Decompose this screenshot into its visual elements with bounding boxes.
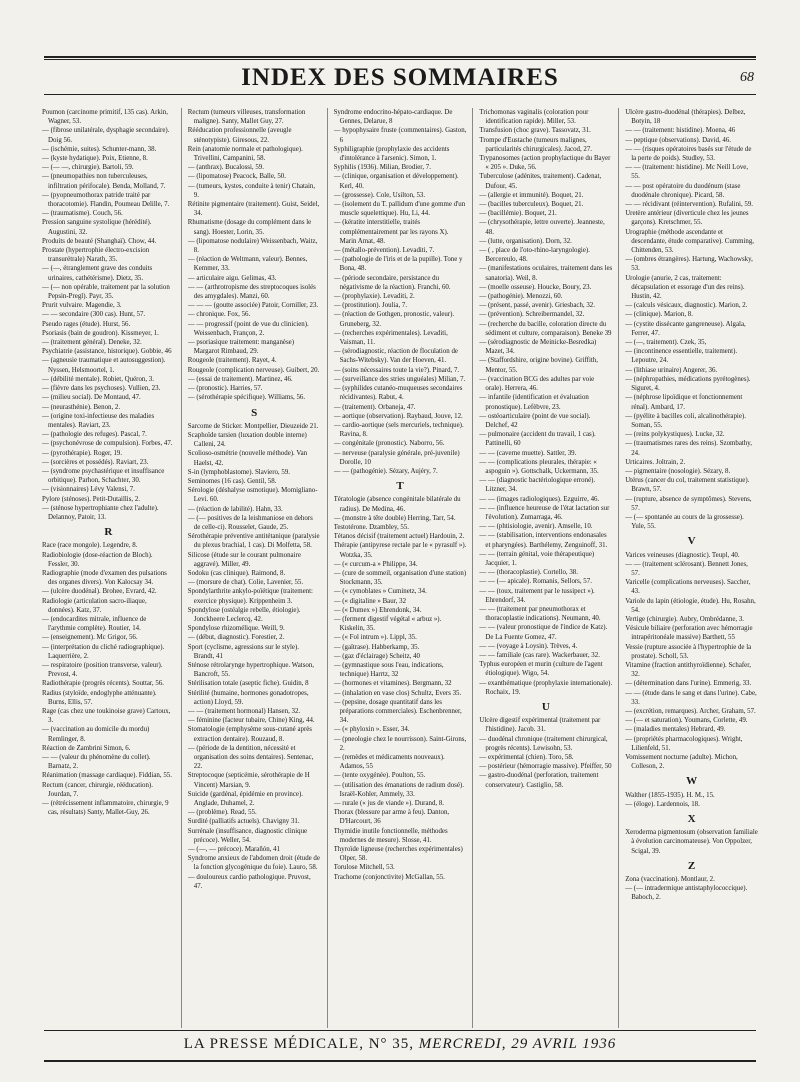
- index-entry: Sodoku (cas clinique). Raimond, 8.: [187, 569, 286, 577]
- index-entry: Thyroïde ligneuse (recherches expérimentales) Olper, 58.: [333, 846, 463, 863]
- index-entry: — — récidivant (réintervention). Rufalini, 59.: [625, 201, 754, 209]
- index-entry: Tétanos décisif (traitement actuel) Hardouin, 2.: [333, 533, 465, 541]
- index-entry: — postérieur (hémorragie massive). Pfeiffer, 50: [479, 763, 612, 771]
- index-entry: Thorax (blessure par arme à feu). Danton, D'Harcourt, 36: [333, 809, 450, 826]
- index-entry: — — (valeur pronostique de l'indice de Katz). De La Fuente Gomez, 47.: [479, 624, 608, 641]
- index-entry: — ( , place de l'oto-rhino-laryngologie). Bercereulo, 48.: [479, 247, 590, 264]
- index-entry: Rétinite pigmentaire (traitement). Guist, Seidel, 34.: [187, 201, 320, 218]
- index-entry: — nerveuse (paralysie générale, pré-juvenile) Dorolle, 10: [333, 449, 460, 466]
- column-5-entries-w: [625, 791, 758, 809]
- index-entry: — (traitement général). Deneke, 32.: [42, 339, 142, 347]
- index-entry: Tératologie (absence congénitale bilatérale du radius). De Medina, 46.: [333, 496, 461, 513]
- index-entry: — hypophysaire fruste (commentaires). Gaston, 6: [333, 127, 467, 144]
- index-entry: — (syndrome psychastérique et insuffisance orbitique). Parhon, Schachter, 30.: [42, 467, 165, 485]
- index-entry: Stérilisation totale (aseptic fiche). Guidin, 8: [187, 680, 309, 688]
- index-entry: — (présent, passé, avenir). Griesbach, 32.: [479, 302, 595, 310]
- top-rule-thin: [44, 59, 756, 60]
- index-entry: Sport (cyclisme, agressions sur le style). Brandt, 41: [187, 643, 299, 660]
- index-entry: — (ulcère duodénal). Brohee, Evrard, 42.: [42, 588, 157, 596]
- section-letter-s: S: [251, 406, 258, 419]
- index-entry: — (hormones et vitamines). Bergmann, 32: [333, 680, 452, 688]
- index-entry: Trompe d'Eustache (tumeurs malignes, particularités chirurgicales). Jacod, 27.: [479, 136, 593, 153]
- index-entry: Syphilis (1936). Milian, Brodier, 7.: [333, 164, 431, 172]
- index-entry: — (surveillance des stries unguéales) Milian, 7.: [333, 375, 466, 383]
- header-rule: [44, 94, 756, 95]
- index-entry: — douloureux cardio pathologique. Pruvost, 47.: [187, 873, 311, 890]
- index-entry: — (lithiase urinaire) Angerer, 36.: [625, 366, 718, 374]
- index-entry: — — (caverne muette). Sattler, 39.: [479, 449, 577, 457]
- index-entry: — (cystite dissécante gangreneuse). Algala, Ferrer, 47.: [625, 320, 746, 337]
- index-entry: — (cure de sommeil, organisation d'une station) Stockmann, 35.: [333, 569, 467, 587]
- index-entry: — (isolement du T. pallidum d'une gomme d'un muscle squelettique). Hu, Li, 44.: [333, 201, 466, 218]
- index-entry: — (syphilides cutanéo-muqueuses secondaires récidivantes). Rabut, 4.: [333, 385, 463, 402]
- index-entry: — (reins polykystiques). Lucke, 32.: [625, 431, 725, 439]
- index-entry: Scaphoïde tarsien (luxation double interne) Calleni, 24.: [187, 431, 307, 449]
- column-4-entries: [479, 108, 612, 697]
- index-entry: — (utilisation des émanations de radium dosé). Israël-Kohler, Ammely, 33.: [333, 781, 464, 798]
- index-entry: — pigmentaire (nosologie). Sézary, 8.: [625, 467, 731, 475]
- index-entry: Rein (anatomie normale et pathologique). Trivellini, Campanini, 58.: [187, 145, 303, 163]
- index-entry: Syndrome endocrino-hépato-cardiaque. De Gennes, Delarue, 8: [333, 109, 453, 126]
- index-entry: Vésicule biliaire (perforation avec hémorragie intrapéritonéale massive) Barthett, 55: [625, 625, 753, 642]
- index-entry: Scolioso-osmétrie (nouvelle méthode). Van Haelst, 42.: [187, 450, 308, 467]
- index-entry: Pylore (sténoses). Petit-Dutaillis, 2.: [42, 495, 140, 503]
- index-entry: — (—, étranglement grave des conduits urinaires, cathétérisme). Dietz, 35.: [42, 265, 153, 282]
- index-entry: — (débilité mentale). Robiet, Quéron, 3.: [42, 375, 154, 383]
- column-1-entries: [42, 108, 175, 522]
- index-entry: — (rupture, absence de symptômes). Stevens, 57.: [625, 495, 752, 512]
- footer-rule-thick: [44, 1060, 756, 1062]
- index-entry: Vessie (rupture associée à l'hypertrophie de la prostate). Scholl, 53.: [625, 643, 752, 660]
- index-entry: Silicose (étude sur le courant pulmonaire aggravé). Miller, 49.: [187, 551, 301, 568]
- index-entry: — — (complications pleurales, thérapie: « aspoguin »). Gottschalk, Uckermann, 35.: [479, 458, 599, 475]
- index-entry: Urographie (méthode ascendante et descendante, étude comparative). Cumming, Chittenden, 53.: [625, 228, 755, 255]
- index-entry: Urologie (anurie, 2 cas, traitement: décapsulation et essorage d'un des reins). Hustin, 42.: [625, 274, 745, 301]
- index-entry: — (ombres étrangères). Hartung, Wachowsky, 53.: [625, 256, 753, 273]
- index-entry: — (détermination dans l'urine). Emmerig, 33.: [625, 680, 752, 688]
- index-entry: — (monstre à tête double) Herring, Tarr, 54.: [333, 514, 456, 522]
- index-entry: — (bacillémie). Boquet, 21.: [479, 210, 557, 218]
- index-entry: Rectum (cancer, chirurgie, rééducation). Jourdan, 7.: [42, 781, 153, 798]
- index-entry: — (lipomatose) Peacock, Balle, 50.: [187, 173, 286, 181]
- index-entry: — (chrysothérapie, lettre ouverte). Jeanneste, 48.: [479, 219, 605, 236]
- index-entry: — (néphrose lipoïdique et fonctionnement rénal). Ambard, 17.: [625, 394, 743, 411]
- index-entry: — pulmonaire (accident du travail, 1 cas). Pattinelli, 60: [479, 431, 596, 448]
- index-entry: — expérimental (chien). Toro, 58.: [479, 754, 574, 762]
- index-entry: — cardio-aortique (sels mercuriels, technique). Ravina, 8.: [333, 421, 464, 439]
- index-entry: Rage (cas chez une toukinoise grave) Cartoux, 3.: [42, 708, 171, 725]
- index-entry: — (prophylaxie). Levaditi, 2.: [333, 293, 415, 301]
- index-entry: — (gymnastique sous l'eau, indications, technique) Harrtz, 32: [333, 661, 444, 679]
- index-entry: — (vaccination au domicile du mordu) Remlinger, 8.: [42, 726, 150, 743]
- index-entry: — (recherche du bacille, coloration directe du sédiment et culture, comparaison). Beneke 39: [479, 320, 612, 337]
- index-entry: Varicelle (complications nerveuses). Saccher, 43.: [625, 579, 751, 596]
- index-entry: Variole du lapin (étiologie, étude). Hu, Rosahn, 54.: [625, 597, 756, 614]
- index-entry: — féminine (facteur tubaire, Chine) King, 44.: [187, 717, 315, 725]
- index-entry: Radiothérapie (progrès récents). Souttar, 56.: [42, 680, 164, 688]
- column-divider: [327, 108, 328, 1028]
- column-4-entries-u: [479, 716, 612, 790]
- index-entry: — — (thoracoplastie). Cortello, 38.: [479, 569, 578, 577]
- index-entry: — (réaction de labilité). Hahn, 33.: [187, 505, 283, 513]
- index-entry: Trichomonas vaginalis (coloration pour identification rapide). Miller, 53.: [479, 109, 589, 126]
- index-entry: — (éloge). Lardennois, 18.: [625, 800, 700, 808]
- index-entry: — — (toux, traitement par le tussipect »). Ehrendorf, 34.: [479, 587, 595, 604]
- index-entry: Thérapie (antipyrese rectale par le « pyrasulf »). Wotzka, 35.: [333, 542, 467, 559]
- index-entry: Poumon (carcinome primitif, 135 cas). Arkin, Wagner, 53.: [42, 109, 168, 126]
- index-entry: — (bacilles tuberculeux). Boquet, 21.: [479, 201, 584, 209]
- index-entry: Rougeole (complication nerveuse). Guibert, 20.: [187, 366, 320, 374]
- index-entry: — (traumatismes rares des reins). Szombathy, 24.: [625, 440, 752, 457]
- index-entry: — — secondaire (300 cas). Hunt, 57.: [42, 311, 146, 319]
- index-entry: — (pneumopathies non tuberculeuses, infiltration périfocale). Benda, Molland, 7.: [42, 173, 166, 190]
- index-entry: — gastro-duodénal (perforation, traitement conservateur). Castiglio, 58.: [479, 772, 599, 789]
- column-1: [42, 108, 175, 1028]
- index-entry: — (« Fol intrum »). Lippl, 35.: [333, 634, 417, 642]
- footer-date: MERCREDI, 29 AVRIL 1936: [418, 1036, 617, 1052]
- index-entry: — (enseignement). Mc Grigor, 56.: [42, 634, 138, 642]
- index-entry: — (« curcum-a » Philippe, 34.: [333, 560, 418, 568]
- index-entry: Vertige (chirurgie). Aubry, Ombrédanne, 3.: [625, 615, 745, 623]
- page-title: INDEX DES SOMMAIRES: [241, 64, 559, 91]
- index-entry: — (excrétion, remarques). Archer, Graham, 57.: [625, 708, 756, 715]
- index-entry: — (« Dumex ») Ehrendonk, 34.: [333, 606, 422, 614]
- index-entry: Vitamine (fraction antithyroïdienne). Schafer, 32.: [625, 661, 751, 679]
- index-entry: — chronique. Fox, 56.: [187, 311, 251, 319]
- index-entry: — (pyélite à bacilles coli, alcalinothérapie). Soman, 55.: [625, 412, 746, 429]
- column-2-entries: [188, 108, 321, 403]
- index-entry: Sténose rétrolarynge hypertrophique. Watson, Bancroft, 55.: [187, 661, 314, 679]
- index-entry: — (lutte, organisation). Dorn, 32.: [479, 237, 572, 245]
- index-entry: — (pathogénie). Menozzi, 60.: [479, 293, 563, 301]
- index-entry: — (maladies mentales) Hebrard, 49.: [625, 726, 726, 734]
- index-entry: — (traumatisme). Couch, 56.: [42, 210, 123, 218]
- index-entry: Prostate (hypertrophie électro-excision transurétrale) Narath, 35.: [42, 247, 150, 264]
- index-entry: — (—, — précoce). Marañón, 41: [187, 846, 281, 854]
- index-entry: — (— et saturation). Youmans, Corlette, 49.: [625, 717, 748, 725]
- index-entry: Rhumatisme (dosage du complément dans le sang). Hoester, Lorin, 35.: [187, 219, 312, 236]
- index-entry: Rectum (tumeurs villeuses, transformation maligne). Santy, Mallet Guy, 27.: [187, 109, 306, 126]
- index-entry: — (allergie et immunité). Boquet, 21.: [479, 191, 584, 199]
- index-entry: — peptique (observations). David, 46.: [625, 136, 732, 144]
- index-entry: Trachome (conjonctivite) McGallan, 55.: [333, 873, 445, 881]
- index-entry: — — (voyage à Loysin). Trèves, 4.: [479, 642, 578, 650]
- column-5-entries: [625, 108, 758, 531]
- index-entry: — (endocardites mitrale, influence de l'arythmie complète). Routier, 14.: [42, 615, 147, 633]
- page-number: 68: [740, 70, 754, 85]
- index-entry: Pseudo rages (étude). Hurst, 56.: [42, 320, 131, 328]
- index-entry: Psoriasis (bain de goudron). Kissmeyer, 1.: [42, 329, 159, 337]
- index-entry: Syndrome anxieux de l'abdomen droit (étude de la fonction glycogénique du foie). Lauro, 58.: [187, 855, 320, 872]
- column-divider: [618, 108, 619, 1028]
- index-entry: Spondylose (ostéalgie rebelle, étiologie). Jonckheere Leclercq, 42.: [187, 606, 301, 623]
- index-entry: — (psychonévrose de compulsion). Forbes, 47.: [42, 440, 173, 448]
- index-entry: — duodénal chronique (traitement chirurgical, progrès récents). Lewisohn, 53.: [479, 735, 608, 752]
- section-letter-u: U: [541, 701, 550, 713]
- index-entry: Transfusion (choc grave). Tassovatz, 31.: [479, 127, 591, 135]
- index-entry: — (sérothérapie spécifique). Williams, 56.: [187, 394, 306, 402]
- index-entry: Surrénale (insuffisance, diagnostic clinique précoce). Weller, 54.: [187, 827, 308, 844]
- footer-journal: LA PRESSE MÉDICALE, N° 35,: [183, 1036, 415, 1052]
- column-2: [188, 108, 321, 1028]
- index-entry: Rougeole (traitement). Rayet, 4.: [187, 357, 277, 365]
- index-entry: — (— intradermique antistaphylococcique). Baboch, 2.: [625, 885, 748, 902]
- index-entry: — (traitement). Orbaneja, 47.: [333, 403, 416, 411]
- index-entry: — (gaz d'éclairage) Scheitz, 40: [333, 652, 420, 660]
- index-entry: — (vaccination BCG des adultes par voie orale). Herrera, 46.: [479, 375, 595, 393]
- index-entry: Sérothérapie préventive antitétanique (paralysie du plexus brachial, 1 cas). Di Molfetta, 58.: [187, 533, 320, 550]
- index-entry: Spondylose rhizomélique. Weill, 9.: [187, 625, 285, 633]
- index-entry: — psoriasique traitement: manganèse) Margarot Rimbaud, 29.: [187, 339, 294, 356]
- index-entry: — (période secondaire, persistance du négativisme de la réaction). Franchi, 60.: [333, 274, 451, 291]
- index-entry: Typhus européen et murin (culture de l'agent étiologique). Wigo, 54.: [479, 661, 603, 678]
- index-entry: — (métallo-prévention). Levaditi, 7.: [333, 247, 435, 255]
- index-entry: — rurale (« jus de viande »). Durand, 8.: [333, 800, 445, 808]
- index-entry: — — (images radiologiques). Ezguirre, 46.: [479, 495, 600, 503]
- index-entry: Sarcome de Sticker. Montpellier, Dieuzeide 21.: [187, 422, 319, 430]
- index-entry: Zona (vaccination). Montlaur, 2.: [625, 876, 715, 884]
- index-entry: — (origine toxi-infectieuse des maladies mentales). Raviart, 23.: [42, 412, 155, 429]
- index-entry: — (recherches expérimentales). Levaditi, Vaisman, 11.: [333, 329, 448, 347]
- index-entry: Utérus (cancer du col, traitement statistique). Brawn, 57.: [625, 477, 750, 494]
- top-rule: [44, 56, 756, 58]
- index-entry: — — (étude dans le sang et dans l'urine). Cabe, 33.: [625, 689, 757, 706]
- index-entry: — (néphropathies, médications pyrétogènes). Siguret, 4.: [625, 375, 751, 393]
- index-entry: — — (arthrotropisme des streptocoques isolés des amygdales). Manzi, 60.: [187, 283, 316, 301]
- index-entry: S-in (lymphoblastome). Slaviero, 59.: [187, 468, 290, 476]
- index-entry: — (remèdes et médicaments nouveaux). Adamos, 55: [333, 754, 445, 771]
- section-letter-r: R: [104, 526, 113, 539]
- index-entry: — (agneusie traumatique et autosuggestion). Nyssen, Helsmoortel, 1.: [42, 357, 166, 374]
- index-entry: Radiobiologie (dose-réaction de Bloch). Fessler, 30.: [42, 551, 153, 568]
- index-entry: — (gaïtrase). Habberkamp, 35.: [333, 643, 420, 651]
- index-entry: Ulcère digestif expérimental (traitement par l'histidine). Jacob. 31.: [479, 717, 601, 734]
- index-entry: Ulcère gastro-duodénal (thérapies). Delbez, Botyin, 18: [625, 109, 746, 126]
- index-entry: — (manifestations oculaires, traitement dans les sanatoria). Weil, 8.: [479, 265, 613, 282]
- index-entry: — (« digitaline » Baur, 32: [333, 597, 407, 605]
- index-entry: — (kyste hydatique). Poix, Etienne, 8.: [42, 155, 148, 163]
- index-entry: Seminomes (16 cas). Gentil, 58.: [187, 477, 277, 485]
- section-letter-z: Z: [687, 859, 696, 872]
- index-entry: — congénitale (pronostic). Naborro, 56.: [333, 440, 445, 448]
- index-entry: — — (risques opératoires basés sur l'étude de la perte de poids). Studley, 53.: [625, 145, 752, 163]
- index-entry: — (— positives de la leishmaniose en dehors de celle-ci). Rousselet, Gaude, 25.: [187, 514, 313, 531]
- index-entry: — infantile (identification et évaluation pronostique). Lefèbvre, 23.: [479, 394, 589, 411]
- index-entry: — — post opératoire du duodénum (stase duodénale chronique). Picard, 58.: [625, 182, 741, 199]
- column-5-entries-z: [625, 875, 758, 903]
- index-entry: — — (traitement: histidine). Mc Neill Love, 55.: [625, 164, 749, 181]
- column-divider: [181, 108, 182, 1028]
- index-entry: — — (diagnostic bactériologique erroné). Litzner, 34.: [479, 477, 596, 494]
- index-entry: — (tente oxygénée). Poulton, 55.: [333, 772, 426, 780]
- index-entry: — (clinique). Marion, 8.: [625, 311, 693, 319]
- index-entry: — (« phyloxin ». Esser, 34.: [333, 726, 410, 734]
- index-entry: — (début, diagnostic). Forestier, 2.: [187, 634, 285, 642]
- footer: [0, 1036, 800, 1053]
- index-entry: — (essai de traitement). Martinez, 46.: [187, 375, 293, 383]
- index-entry: — (sérodiagnostic de Meinicke-Besredka) Mazet, 34.: [479, 339, 597, 356]
- index-entry: — (pathologie des refuges). Pascal, 7.: [42, 431, 147, 439]
- index-entry: — — (traitement sclérosant). Bennett Jones, 57.: [625, 560, 748, 577]
- index-entry: — (sténose hypertrophiante chez l'adulte). Delannoy, Patoir, 13.: [42, 504, 159, 521]
- index-entry: — (milieu social). De Montaud, 47.: [42, 394, 141, 402]
- column-4: [479, 108, 612, 1028]
- index-entry: Radius (styloïde, endoglyphe atténuante). Burns, Ellis, 57.: [42, 689, 157, 706]
- column-divider: [472, 108, 473, 1028]
- index-entry: Thymidie inutile fonctionnelle, méthodes modernes de mesure). Slosse, 41.: [333, 827, 448, 844]
- index-entry: — (pronostic). Harries, 57.: [187, 385, 263, 393]
- index-entry: Réaction de Zambrini Simon, 6.: [42, 744, 131, 752]
- index-entry: — (anthrax). Bucalossi, 59.: [187, 164, 264, 172]
- index-entry: — (problème). Read, 55.: [187, 809, 257, 817]
- index-entry: — (morsure de chat). Colie, Lavenier, 55.: [187, 579, 304, 587]
- index-entry: — aortique (observation). Raybaud, Jouve, 12.: [333, 412, 463, 420]
- index-entry: — (prévention). Schreibermandel, 32.: [479, 311, 585, 319]
- index-entry: Torulose Mitchell, 53.: [333, 864, 395, 872]
- index-entry: Spondylarthrite ankylo-poïétique (traitement: exercice physique). Krippenheim 3.: [187, 588, 313, 605]
- column-5-entries-x: [625, 828, 758, 856]
- index-entry: — (inhalation en vase clos) Schultz, Evers 35.: [333, 689, 462, 697]
- index-entry: — (fibrose unilatérale, dysphagie secondaire). Doig 56.: [42, 127, 170, 144]
- index-entry: Réanimation (massage cardiaque). Fiddian, 55.: [42, 772, 172, 780]
- index-entry: Walther (1855-1935). H. M., 15.: [625, 791, 715, 799]
- index-entry: — — familiale (cas rare). Wackerbauer, 32.: [479, 651, 600, 659]
- column-2-entries-s: [188, 422, 321, 891]
- index-entry: — (prostitution). Joulia, 7.: [333, 302, 408, 310]
- index-entry: — (— —, chirurgie). Bartoli, 59.: [42, 164, 134, 172]
- index-entry: Vomissement nocturne (adulte). Michon, Colleson, 2.: [625, 754, 738, 771]
- index-entry: — articulaire aigu. Gelimas, 43.: [187, 274, 277, 282]
- index-entry: — (« cymoblates » Cuminetz, 34.: [333, 588, 427, 596]
- index-entry: — (pyrothérapie). Roger, 19.: [42, 449, 123, 457]
- index-entry: — (moelle osseuse). Houcke, Boury, 23.: [479, 283, 592, 291]
- index-entry: — (ferment digestif végétal « arbuz »). Kiskelin, 35.: [333, 615, 442, 633]
- index-entry: Surdité (palliatifs actuels). Chavigny 31.: [187, 818, 300, 826]
- index-entry: — (ischémie, suites). Schunter-mann, 38.: [42, 145, 157, 153]
- index-entry: — (réaction de Weltmann, valeur). Bennes, Kemmer, 33.: [187, 256, 308, 273]
- index-entry: — — (valeur du phénomène du collet). Barnatz, 2.: [42, 754, 151, 771]
- index-entry: — — (— apicale). Romanis, Sellors, 57.: [479, 578, 592, 586]
- index-entry: Radiographie (mode d'examen des pulsations des organes divers). Von Kalocsay 34.: [42, 569, 167, 587]
- index-entry: — (soins nécessaires toute la vie?). Pinard, 7.: [333, 366, 460, 374]
- index-entry: — exanthématique (prophylaxie internationale). Rochaix, 19.: [479, 679, 613, 696]
- index-entry: — ostéoarticulaire (point de vue social). Delchef, 42: [479, 412, 591, 429]
- section-letter-v: V: [687, 535, 696, 548]
- index-entry: — respiratoire (position transverse, valeur). Prevost, 4.: [42, 661, 163, 679]
- index-entry: — (Staffordshire, origine bovine). Griffith, Mentor, 55.: [479, 357, 598, 374]
- index-entry: — — (traitement par pneumothorax et thoracoplastie indications). Neumann, 40.: [479, 605, 601, 623]
- index-entry: — (interprétation du cliché radiographique). Laquerrière, 2.: [42, 643, 165, 660]
- index-entry: — — (stabilisation, interventions endonasales et pharyngées). Barthélemy, Zenguinoff, 31.: [479, 532, 608, 549]
- index-entry: — (pepsine, dosage quantitatif dans les préparations commerciales). Eschenbrenner, 34.: [333, 698, 462, 725]
- index-entry: Uretère antérieur (diverticule chez les jeunes garçons). Kretschmer, 55.: [625, 210, 749, 227]
- index-entry: Sérologie (déshalyse osmotique). Momigliano-Levi. 60.: [187, 487, 318, 504]
- section-letter-t: T: [396, 480, 404, 493]
- index-entry: — (lipomatose nodulaire) Weissenbach, Waitz, 8.: [187, 237, 318, 255]
- index-entry: — (sérodiagnostic, réaction de floculation de Sachs-Witebsky). Van der Hoeven, 41.: [333, 348, 458, 365]
- index-entry: Prurit vulvaire. Magendie, 3.: [42, 302, 122, 310]
- index-entry: — — (influence heureuse de l'état lactation sur l'évolution). Zumarraga, 46.: [479, 504, 610, 521]
- index-entry: — (pneologie chez le nourrisson). Saint-Girons, 2.: [333, 735, 467, 752]
- index-entry: Tuberculose (adénites, traitement). Cadenat, Dufour, 45.: [479, 173, 602, 190]
- index-entry: — — progressif (point de vue du clinicien). Weissenbach, Françon, 2.: [187, 320, 309, 337]
- index-columns: [42, 108, 758, 1028]
- column-3: [334, 108, 467, 1028]
- index-entry: Stomatologie (emphysème sous-cutané après extraction dentaire). Rouzaud, 8.: [187, 726, 312, 743]
- column-5: [625, 108, 758, 1028]
- index-entry: Xeroderma pigmentosum (observation familiale à évolution carcinomateuse). Von Oppolzer, Scigal, 39.: [625, 829, 758, 855]
- column-1-entries-r: [42, 541, 175, 817]
- index-entry: — — (traitement hormonal) Hansen, 32.: [187, 708, 301, 715]
- section-letter-w: W: [686, 775, 698, 788]
- index-entry: — (— non opérable, traitement par la solution Pepsin-Pregl). Payr, 35.: [42, 283, 170, 301]
- index-entry: — (— spontanée au cours de la grossesse). Yule, 55.: [625, 513, 744, 531]
- index-entry: — — (terrain génital, voie thérapeutique) Jacquier, 1.: [479, 550, 595, 567]
- index-entry: — — (pathogénie). Sézary, Aujéry, 7.: [333, 467, 438, 475]
- index-entry: Testotérone. Dzambley, 55.: [333, 523, 410, 531]
- index-entry: Varices veineuses (diagnostic). Teupl, 40.: [625, 551, 740, 559]
- index-entry: Stérilité (humaine, hormones gonadotropes, action) Lloyd, 59.: [187, 689, 309, 706]
- index-entry: — (visionnaires) Lévy Valensi, 7.: [42, 486, 135, 494]
- index-entry: — (période de la dentition, nécessité et organisation des soins dentaires). Sentenac, 22.: [187, 744, 314, 771]
- index-entry: — (clinique, organisation et développement). Kerl, 40.: [333, 173, 459, 190]
- index-entry: Streptocoque (septicémie, sérothérapie de H Vincent) Marsian, 9.: [187, 772, 310, 789]
- index-entry: — (tumeurs, kystes, conduite à tenir) Chatain, 9.: [187, 182, 316, 199]
- index-entry: Trypanosomes (action prophylactique du Bayer « 205 ». Duke, 56.: [479, 155, 611, 172]
- index-entry: — (rétrécissement inflammatoire, chirurgie, 9 cas, résultats) Santy, Mallet-Guy, 26.: [42, 800, 169, 817]
- index-entry: — (pathologie de l'iris et de la pupille). Tone y Bona, 48.: [333, 256, 463, 273]
- index-entry: — (calculs vésicaux, diagnostic). Marion, 2.: [625, 302, 748, 310]
- index-entry: — — — (goutte associée) Patoir, Corniller, 23.: [187, 302, 319, 310]
- index-entry: Produits de beauté (Shanghaï). Chow, 44.: [42, 237, 157, 245]
- index-entry: Race (race mongole). Legendre, 8.: [42, 542, 138, 550]
- index-entry: Pression sanguine systolique (hérédité). Augustini, 32.: [42, 219, 152, 236]
- index-entry: — (pyopneumothorax patride traité par thoracotomie). Flandin, Poumeau Delille, 7.: [42, 191, 170, 209]
- index-entry: — (fièvre dans les psychoses). Vullien, 23.: [42, 385, 161, 393]
- index-entry: Radiologie (articulation sacro-iliaque, données). Katz, 37.: [42, 597, 147, 614]
- footer-rule: [44, 1030, 756, 1031]
- index-entry: Psychiatrie (assistance, historique). Gobbie, 46: [42, 348, 172, 356]
- index-entry: Urticaires. Joltrain, 2.: [625, 458, 686, 466]
- index-entry: Rééducation professionnelle (aveugle sténotypiste). Giresous, 22.: [187, 127, 292, 144]
- index-entry: — (grossesse). Cole, Usilton, 53.: [333, 191, 426, 199]
- index-entry: — (sorcières et possédés). Raviart, 23.: [42, 458, 149, 466]
- index-entry: — — (phtisiologie, avenir). Amselle, 10.: [479, 523, 593, 531]
- index-entry: Syphiligraphie (prophylaxie des accidents d'intolérance à l'arsenic). Simon, 1.: [333, 145, 450, 163]
- index-entry: — (kératite interstitielle, traités complémentairement par les rayons X). Marin Amat, 48.: [333, 219, 449, 245]
- index-entry: — (—, traitement). Czek, 35,: [625, 339, 707, 347]
- index-entry: — (réaction de Gothgen, pronostic, valeur). Gruneberg, 32.: [333, 311, 455, 328]
- column-3-entries: [334, 108, 467, 476]
- index-entry: — (propriétés pharmacologiques). Wright, Lilienfeld, 51.: [625, 735, 743, 752]
- index-entry: — — (traitement: histidine). Moena, 46: [625, 127, 736, 135]
- section-letter-x: X: [687, 813, 696, 826]
- index-entry: Suicide (gardénal, épidémie en province). Anglade, Duhamel, 2.: [187, 790, 303, 808]
- index-entry: — (neurasthénie). Benon, 2.: [42, 403, 121, 411]
- column-3-entries-t: [334, 495, 467, 882]
- index-entry: — (incontinence essentielle, traitement). Lepoutre, 24.: [625, 348, 738, 365]
- column-5-entries-v: [625, 551, 758, 772]
